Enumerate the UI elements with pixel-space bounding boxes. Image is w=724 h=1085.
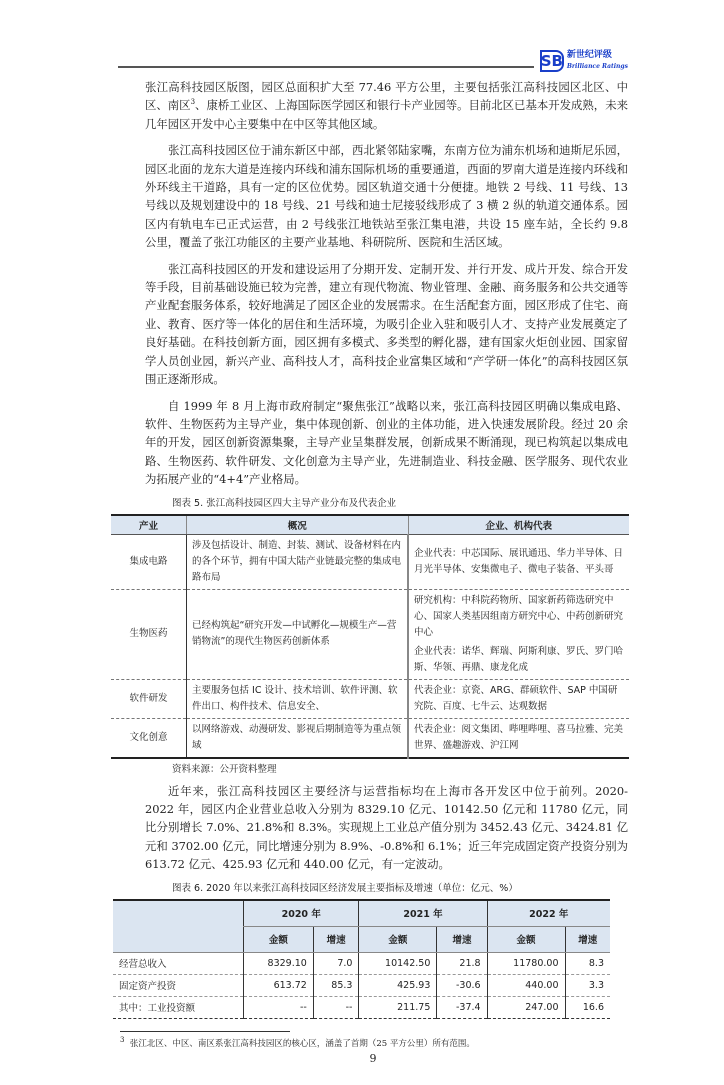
table-row <box>113 952 610 974</box>
blank-header <box>113 900 244 953</box>
value-cell: 85.3 <box>313 974 359 996</box>
value-cell: -37.4 <box>437 996 487 1018</box>
table-row <box>111 679 629 718</box>
paragraph-text: 、康桥工业区、上海国际医学园区和银行卡产业园等。目前北区已基本开发成熟，未来几年园区开发中心主要集中在中区等其他区域。 <box>145 98 628 131</box>
value-cell: 440.00 <box>487 974 565 996</box>
year-header: 2020 年 <box>244 900 359 927</box>
year-header: 2022 年 <box>487 900 610 927</box>
economic-indicators-table <box>113 899 610 1019</box>
value-cell: 11780.00 <box>487 952 565 974</box>
overview-cell: 以网络游戏、动漫研发、影视后期制造等为重点领域 <box>187 718 409 758</box>
logo-subtitle: Brilliance Ratings <box>566 63 628 70</box>
value-cell: 613.72 <box>244 974 314 996</box>
sub-header: 金额 <box>359 926 437 952</box>
footnote-mark: 3 <box>120 1035 125 1044</box>
logo-mark-icon: SB <box>540 52 563 70</box>
footnote <box>120 1035 628 1050</box>
col-header: 产业 <box>111 515 187 535</box>
reps-cell <box>408 589 629 679</box>
footnote-ref: 3 <box>190 98 196 107</box>
logo-text: 新世纪评级 <box>566 50 612 60</box>
industry-cell: 软件研发 <box>111 679 187 718</box>
header-rule <box>118 66 534 68</box>
sub-header: 增速 <box>565 926 610 952</box>
overview-cell: 涉及包括设计、制造、封装、测试、设备材料在内的各个环节，拥有中国大陆产业链最完整的集成电路布局 <box>187 534 409 589</box>
sub-header: 金额 <box>244 926 314 952</box>
col-header: 概况 <box>187 515 409 535</box>
industry-table <box>111 514 629 759</box>
value-cell: 8329.10 <box>244 952 314 974</box>
value-cell: -30.6 <box>437 974 487 996</box>
value-cell: 3.3 <box>565 974 610 996</box>
industry-cell: 生物医药 <box>111 589 187 679</box>
value-cell: -- <box>244 996 314 1018</box>
sub-header: 金额 <box>487 926 565 952</box>
row-label: 固定资产投资 <box>113 974 244 996</box>
paragraph-1 <box>145 78 628 133</box>
value-cell: 21.8 <box>437 952 487 974</box>
value-cell: 247.00 <box>487 996 565 1018</box>
industry-cell: 集成电路 <box>111 534 187 589</box>
value-cell: 16.6 <box>565 996 610 1018</box>
paragraph-industries: 自 1999 年 8 月上海市政府制定“聚焦张江”战略以来，张江高科技园区明确以集成电路、软件、生物医药为主导产业，集中体现创新、创业的主体功能，进入快速发展阶段。经过 20 余年的开发，园区创新资源集聚，主导产业呈集群发展，创新成果不断涌现，现已构筑起以集成电路、生物医药、软件研发、文化创意为主导产业，先进制造业、科技金融、医学服务、现代农业为拓展产业的“4+4”产业格局。 <box>145 398 628 487</box>
value-cell: -- <box>313 996 359 1018</box>
reps-cell: 代表企业：阅文集团、哔哩哔哩、喜马拉雅、完美世界、盛趣游戏、沪江网 <box>408 718 629 758</box>
reps-cell: 企业代表：中芯国际、展讯通迅、华力半导体、日月光半导体、安集微电子、微电子装备、平头哥 <box>408 534 629 589</box>
value-cell: 8.3 <box>565 952 610 974</box>
industry-cell: 文化创意 <box>111 718 187 758</box>
paragraph-location: 张江高科技园区位于浦东新区中部，西北紧邻陆家嘴，东南方位为浦东机场和迪斯尼乐园，园区北面的龙东大道是连接内环线和浦东国际机场的重要通道，西面的罗南大道是连接内环线和外环线主干道路，具有一定的区位优势。园区轨道交通十分便捷。地铁 2 号线、11 号线、13 号线以及规划建设中的 18 号线、21 号线和迪士尼接驳线形成了 3 横 2 纵的轨道交通体系。园区内有轨电车已正式运营，由 2 号线张江地铁站至张江集电港，共设 15 座车站，全长约 9.8 公里，覆盖了张江功能区的主要产业基地、科研院所、医院和生活区域。 <box>145 143 628 250</box>
col-header: 企业、机构代表 <box>408 515 629 535</box>
row-label: 经营总收入 <box>113 952 244 974</box>
value-cell: 211.75 <box>359 996 437 1018</box>
table-row <box>111 718 629 758</box>
sub-header: 增速 <box>313 926 359 952</box>
sub-header: 增速 <box>437 926 487 952</box>
brand-logo <box>540 50 628 72</box>
year-header: 2021 年 <box>359 900 487 927</box>
table6-caption: 图表 6. 2020 年以来张江高科技园区经济发展主要指标及增速（单位：亿元、%） <box>172 882 518 894</box>
page-number: 9 <box>369 1051 377 1065</box>
row-label: 其中：工业投资额 <box>113 996 244 1018</box>
paragraph-economics: 近年来，张江高科技园区主要经济与运营指标均在上海市各开发区中位于前列。2020-2022 年，园区内企业营业总收入分别为 8329.10 亿元、10142.50 亿元和 11780 亿元，同比分别增长 7.0%、21.8%和 8.3%。实现规上工业总产值分别为 3452.43 亿元、3424.81 亿元和 3702.00 亿元，同比增速分别为 8.9%、-0.8%和 6.1%；近三年完成固定资产投资分别为 613.72 亿元、425.93 亿元和 440.00 亿元，有一定波动。 <box>145 783 628 872</box>
paragraph-infrastructure: 张江高科技园区的开发和建设运用了分期开发、定制开发、并行开发、成片开发、综合开发等手段，目前基础设施已较为完善，建立有现代物流、物业管理、金融、商务服务和公共交通等产业配套服务体系，较好地满足了园区企业的发展需求。在生活配套方面，园区形成了住宅、商业、教育、医疗等一体化的居住和生活环境，为吸引企业入驻和吸引人才、支持产业发展奠定了良好基础。在科技创新方面，园区拥有多模式、多类型的孵化器，建有国家火炬创业园、国家留学人员创业园，新兴产业、高科技人才，高科技企业富集区域和“产学研一体化”的高科技园区氛围正逐渐形成。 <box>145 261 628 387</box>
value-cell: 10142.50 <box>359 952 437 974</box>
reps-text: 研究机构：中科院药物所、国家新药筛选研究中心、国家人类基因组南方研究中心、中药创新研究中心 <box>414 594 624 638</box>
table-row <box>113 996 610 1018</box>
footnote-rule <box>120 1031 290 1032</box>
reps-text: 企业代表：诺华、辉瑞、阿斯利康、罗氏、罗门哈斯、华领、再鼎、康龙化成 <box>414 645 624 673</box>
value-cell: 425.93 <box>359 974 437 996</box>
table5-source: 资料来源：公开资料整理 <box>172 763 277 775</box>
table-row <box>113 974 610 996</box>
overview-cell: 已经构筑起“研究开发—中试孵化—规模生产—营销物流”的现代生物医药创新体系 <box>187 589 409 679</box>
paragraph-text: 张江高科技园区版图，园区总面积扩大至 77.46 平方公里，主要包括张江高科技园区北区、中区、南区 <box>145 80 628 113</box>
table-row <box>111 589 629 679</box>
table5-caption: 图表 5. 张江高科技园区四大主导产业分布及代表企业 <box>172 497 397 509</box>
footnote-text: 张江北区、中区、南区系张江高科技园区的核心区，涵盖了首期（25 平方公里）所有范围。 <box>129 1038 475 1049</box>
value-cell: 7.0 <box>313 952 359 974</box>
overview-cell: 主要服务包括 IC 设计、技术培训、软件评测、软件出口、构件技术、信息安全、 <box>187 679 409 718</box>
table-row <box>111 534 629 589</box>
page-header <box>118 52 628 72</box>
reps-cell: 代表企业：京瓷、ARG、群硕软件、SAP 中国研究院、百度、七牛云、达观数据 <box>408 679 629 718</box>
